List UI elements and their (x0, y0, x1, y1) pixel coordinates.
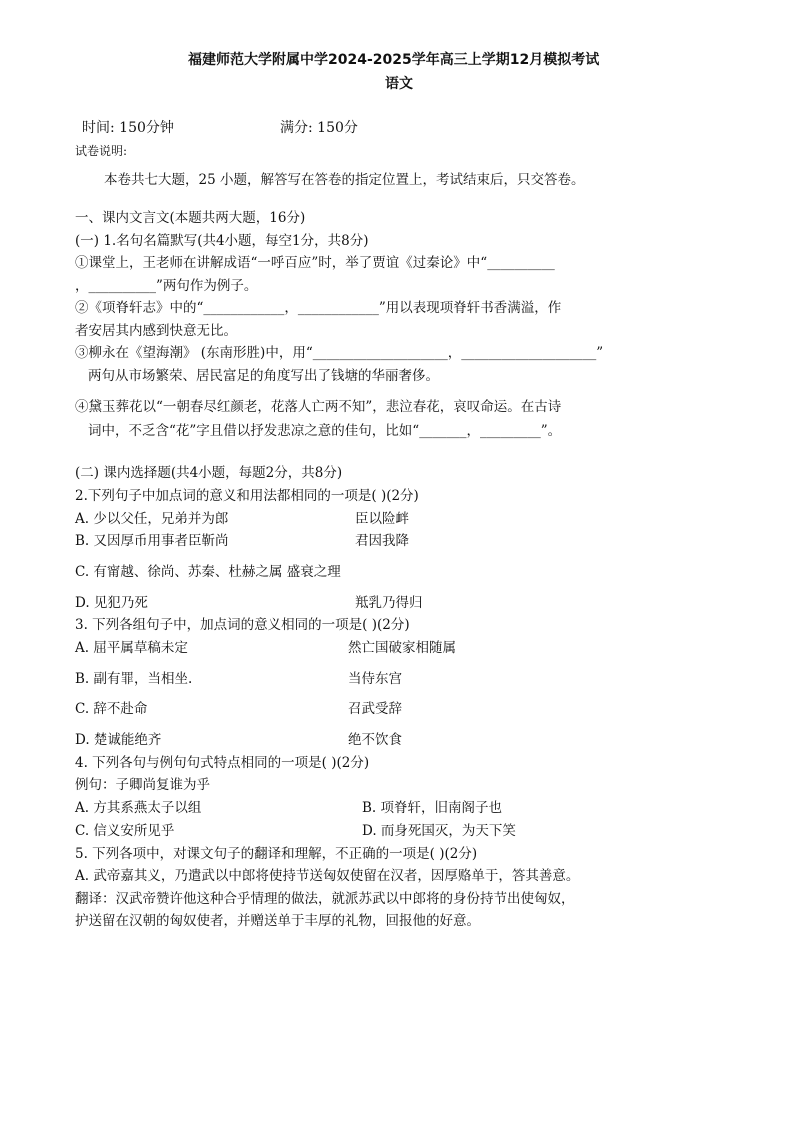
exam-time: 时间: 150分钟 (82, 120, 174, 136)
q3-option-b: B. 副有罪，当相坐. (75, 671, 193, 687)
notes-label: 试卷说明: (75, 144, 128, 158)
part1-heading: (一) 1.名句名篇默写(共4小题，每空1分，共8分) (75, 233, 369, 249)
exam-score: 满分: 150分 (280, 120, 358, 136)
q2-stem: 2.下列句子中加点词的意义和用法都相同的一项是( )(2分) (75, 488, 419, 504)
q2-option-d: D. 见犯乃死 (75, 595, 148, 611)
q1-line2: ，__________”两句作为例子。 (75, 278, 258, 294)
q4-option-b: B. 项脊轩，旧南阁子也 (362, 800, 503, 816)
q4-option-c: C. 信义安所见乎 (75, 823, 175, 839)
part2-heading: (二) 课内选择题(共4小题，每题2分，共8分) (75, 465, 343, 481)
q2-line1: ②《项脊轩志》中的“____________，____________”用以表现项脊轩书香满溢，作 (75, 300, 562, 316)
section1-heading: 一、课内文言文(本题共两大题，16分) (75, 210, 306, 226)
q3-option-a-right: 然亡国破家相随属 (348, 640, 456, 656)
q4-example: 例句：子卿尚复谁为乎 (75, 777, 210, 793)
q5-stem: 5. 下列各项中，对课文句子的翻译和理解，不正确的一项是( )(2分) (75, 846, 478, 862)
exam-title: 福建师范大学附属中学2024-2025学年高三上学期12月模拟考试 (188, 52, 600, 68)
q3-line1: ③柳永在《望海潮》 (东南形胜)中，用“____________________，____________________” (75, 345, 604, 361)
q1-line1: ①课堂上，王老师在讲解成语“一呼百应”时，举了贾谊《过秦论》中“__________ (75, 255, 555, 271)
q2-option-d-right: 羝乳乃得归 (355, 595, 423, 611)
q2-option-b: B. 又因厚币用事者臣靳尚 (75, 533, 229, 549)
exam-subject: 语文 (385, 76, 413, 92)
q5-option-a: A. 武帝嘉其义，乃遣武以中郎将使持节送匈奴使留在汉者，因厚赂单于，答其善意。 (75, 868, 580, 884)
q3-option-c-right: 召武受辞 (348, 701, 402, 717)
q5-translation-line2: 护送留在汉朝的匈奴使者，并赠送单于丰厚的礼物，回报他的好意。 (75, 913, 480, 929)
q4-line1: ④黛玉葬花以“一朝春尽红颜老，花落人亡两不知”，悲泣春花，哀叹命运。在古诗 (75, 399, 562, 415)
q3-option-a: A. 屈平属草稿未定 (75, 640, 188, 656)
q3-option-d-right: 绝不饮食 (348, 732, 402, 748)
q3-stem: 3. 下列各组句子中，加点词的意义相同的一项是( )(2分) (75, 617, 410, 633)
q5-translation-line1: 翻译：汉武帝赞许他这种合乎情理的做法，就派苏武以中郎将的身份持节出使匈奴， (75, 891, 575, 907)
q2-option-a: A. 少以父任，兄弟并为郎 (75, 511, 229, 527)
q3-option-c: C. 辞不赴命 (75, 701, 148, 717)
q3-line2: 两句从市场繁荣、居民富足的角度写出了钱塘的华丽奢侈。 (88, 368, 439, 384)
q2-line2: 者安居其内感到快意无比。 (75, 323, 237, 339)
q3-option-d: D. 楚诚能绝齐 (75, 732, 162, 748)
q3-option-b-right: 当侍东宫 (348, 671, 402, 687)
q2-option-c: C. 有甯越、徐尚、苏秦、杜赫之属 盛衰之理 (75, 564, 341, 580)
q4-option-a: A. 方其系燕太子以组 (75, 800, 202, 816)
q4-option-d: D. 而身死国灭，为天下笑 (362, 823, 516, 839)
q4-line2: 词中，不乏含“花”字且借以抒发悲凉之意的佳句，比如“_______，_________”。 (88, 423, 562, 439)
q2-option-b-right: 君因我降 (355, 533, 409, 549)
notes-text: 本卷共七大题，25 小题，解答写在答卷的指定位置上，考试结束后，只交答卷。 (104, 172, 585, 188)
q4-stem: 4. 下列各句与例句句式特点相同的一项是( )(2分) (75, 755, 370, 771)
q2-option-a-right: 臣以险衅 (355, 511, 409, 527)
